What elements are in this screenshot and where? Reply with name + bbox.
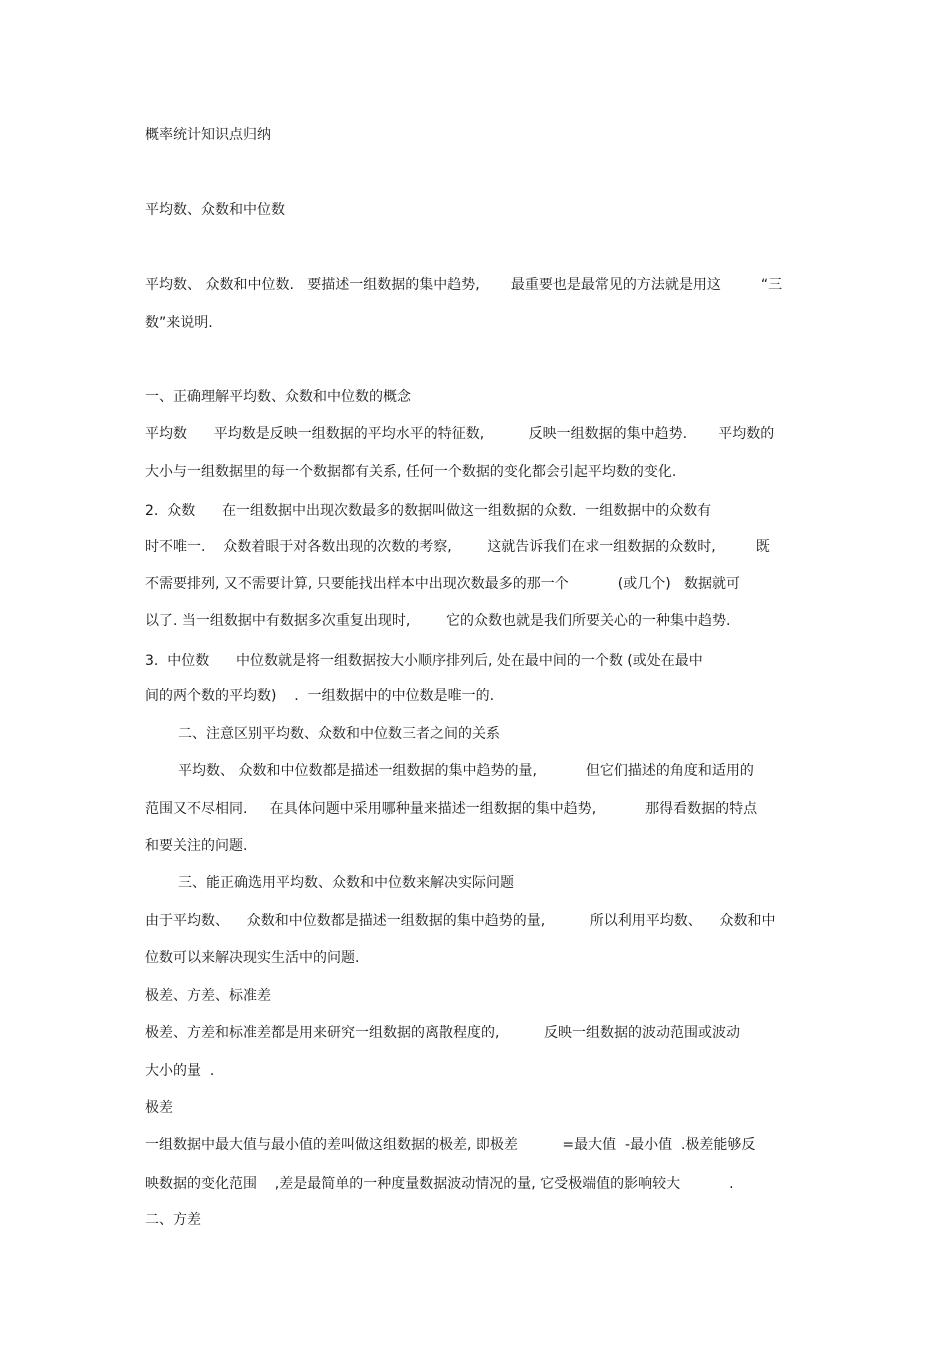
paragraph-line: 间的两个数的平均数) . 一组数据中的中位数是唯一的.: [145, 688, 495, 704]
paragraph-line: 一组数据中最大值与最小值的差叫做这组数据的极差, 即极差 =最大值 -最小值 .极差能够反: [145, 1137, 756, 1153]
paragraph-line: 大小与一组数据里的每一个数据都有关系, 任何一个数据的变化都会引起平均数的变化.: [145, 464, 677, 480]
paragraph-line: 3. 中位数 中位数就是将一组数据按大小顺序排列后, 处在最中间的一个数 (或处在最中: [145, 653, 703, 669]
paragraph-line: 范围又不尽相同. 在具体问题中采用哪种量来描述一组数据的集中趋势, 那得看数据的特点: [145, 801, 758, 817]
paragraph-line: 平均数、 众数和中位数都是描述一组数据的集中趋势的量, 但它们描述的角度和适用的: [178, 763, 754, 779]
subheading: 极差: [145, 1100, 173, 1116]
paragraph-line: 和要关注的问题.: [145, 838, 248, 854]
document-title: 概率统计知识点归纳: [145, 127, 271, 143]
subheading: 三、能正确选用平均数、众数和中位数来解决实际问题: [178, 875, 514, 891]
paragraph-line: 大小的量 .: [145, 1063, 215, 1079]
paragraph-line: 以了. 当一组数据中有数据多次重复出现时, 它的众数也就是我们所要关心的一种集中趋势.: [145, 613, 731, 629]
subheading: 二、方差: [145, 1212, 201, 1228]
paragraph-line: 平均数 平均数是反映一组数据的平均水平的特征数, 反映一组数据的集中趋势. 平均数的: [145, 426, 775, 442]
paragraph-line: 极差、方差和标准差都是用来研究一组数据的离散程度的, 反映一组数据的波动范围或波动: [145, 1025, 740, 1041]
paragraph-line: 由于平均数、 众数和中位数都是描述一组数据的集中趋势的量, 所以利用平均数、 众数和中: [145, 913, 776, 929]
paragraph-line: 时不唯一. 众数着眼于对各数出现的次数的考察, 这就告诉我们在求一组数据的众数时, 既: [145, 539, 770, 555]
paragraph-line: 位数可以来解决现实生活中的问题.: [145, 950, 360, 966]
section-heading: 平均数、众数和中位数: [145, 202, 285, 218]
subheading: 二、注意区别平均数、众数和中位数三者之间的关系: [178, 726, 500, 742]
section-heading: 极差、方差、标准差: [145, 988, 271, 1004]
paragraph-line: 平均数、 众数和中位数. 要描述一组数据的集中趋势, 最重要也是最常见的方法就是用这 “三: [145, 277, 783, 293]
paragraph-line: 不需要排列, 又不需要计算, 只要能找出样本中出现次数最多的那一个 (或几个) 数据就可: [145, 576, 741, 592]
paragraph-line: 2. 众数 在一组数据中出现次数最多的数据叫做这一组数据的众数. 一组数据中的众数有: [145, 503, 712, 519]
paragraph-line: 数”来说明.: [145, 315, 213, 331]
subheading: 一、正确理解平均数、众数和中位数的概念: [145, 389, 411, 405]
paragraph-line: 映数据的变化范围 ,差是最简单的一种度量数据波动情况的量, 它受极端值的影响较大 .: [145, 1176, 734, 1192]
